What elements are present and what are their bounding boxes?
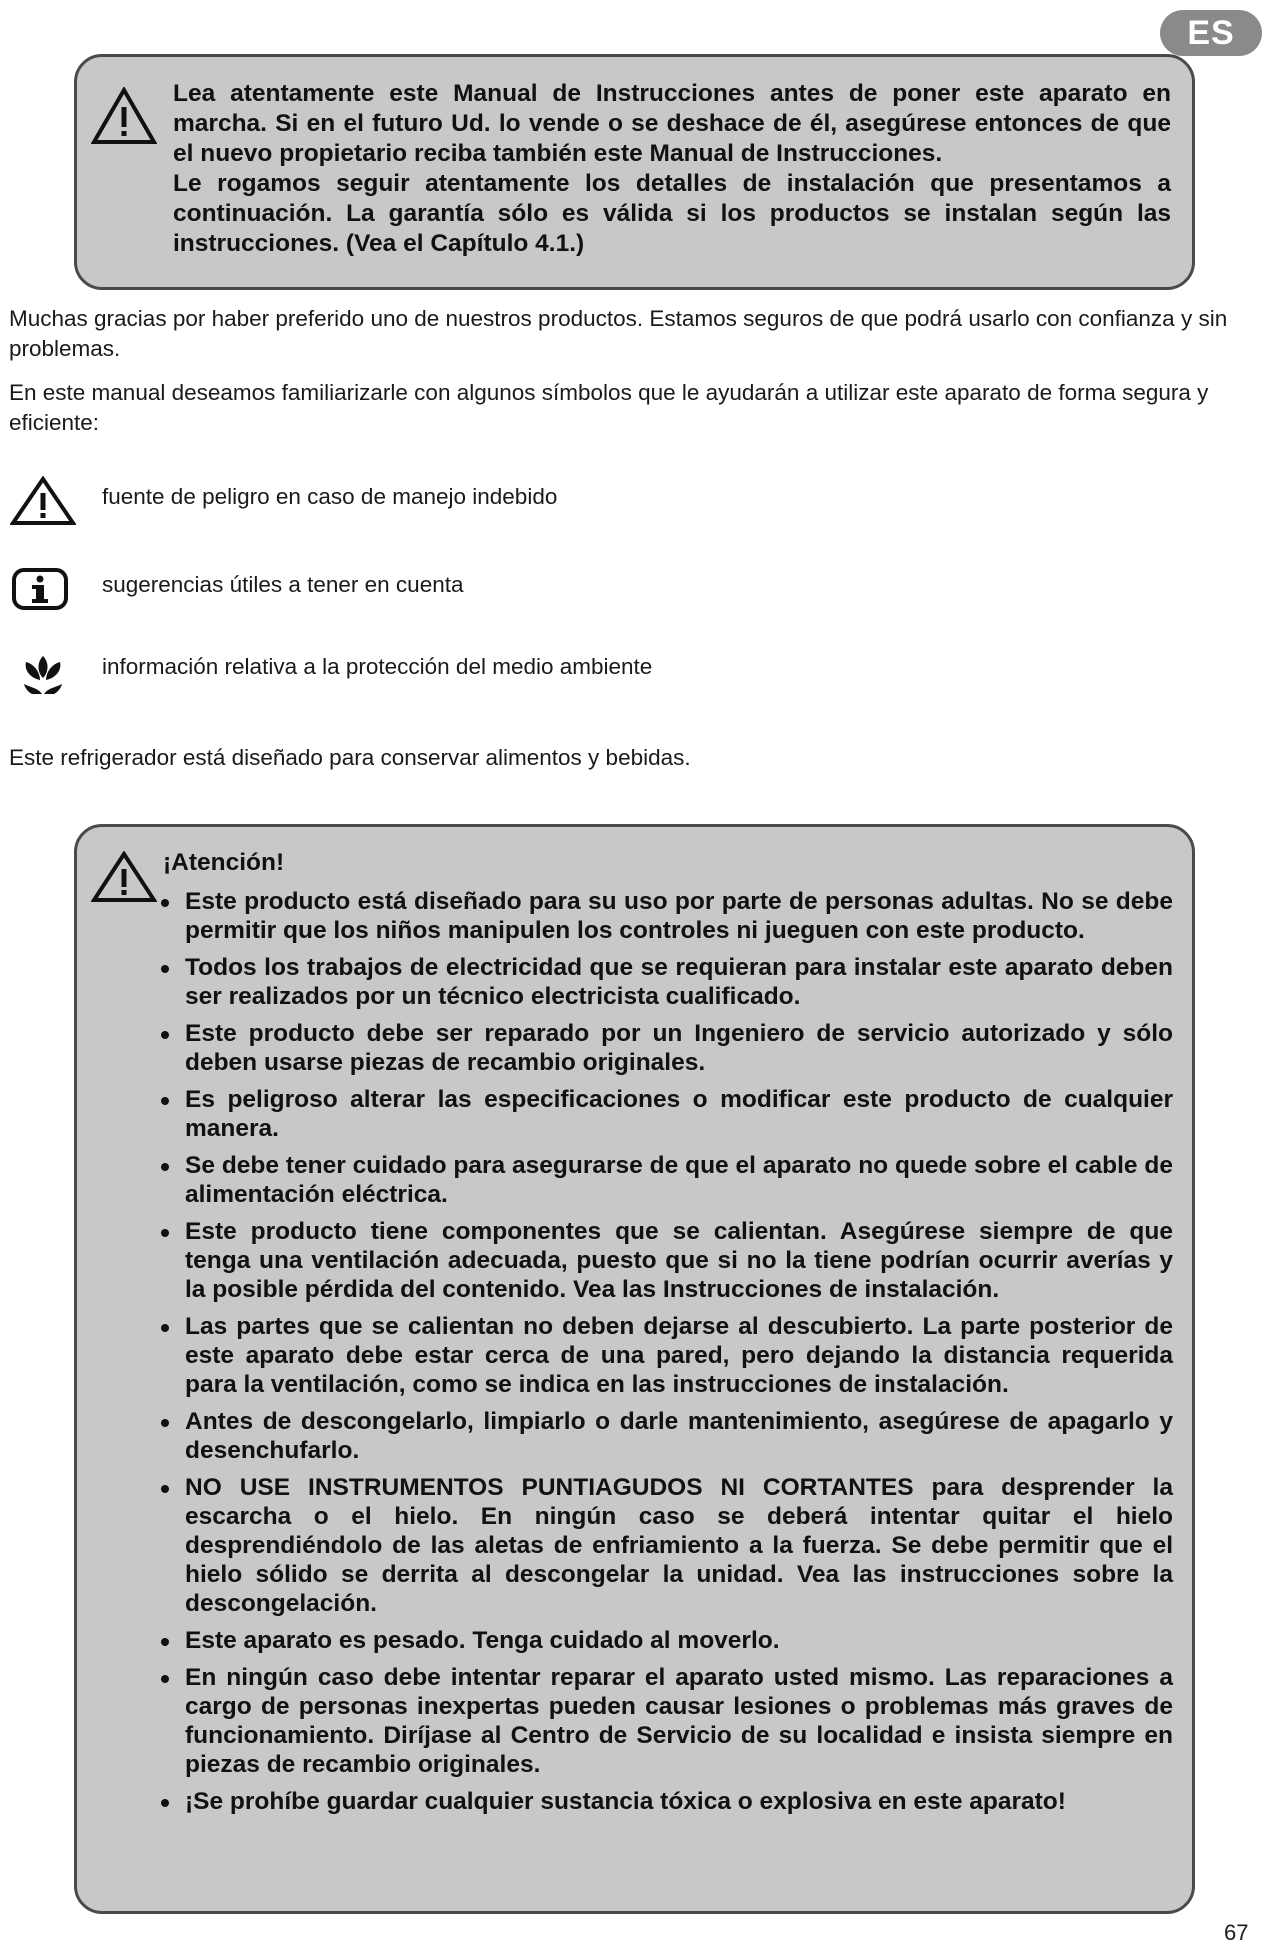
warning-box: [74, 54, 1195, 290]
thanks-paragraph: Muchas gracias por haber preferido uno de nuestros productos. Estamos seguros de que podrá usarlo con confianza y sin problemas.: [9, 306, 1228, 361]
symbol-label: sugerencias útiles a tener en cuenta: [102, 572, 464, 597]
list-item: [161, 1085, 1173, 1143]
bullet-icon: [161, 965, 169, 973]
attention-title: ¡Atención!: [163, 849, 285, 876]
list-item: [161, 1626, 1173, 1655]
bullet-icon: [161, 1675, 169, 1683]
page-number: 67: [1224, 1920, 1249, 1945]
list-item-text: Las partes que se calientan no deben dejarse al descubierto. La parte posterior de este aparato debe estar cerca de una pared, pero dejando la distancia requerida para la ventilación, como se indica en las instrucciones de instalación.: [185, 1313, 1173, 1398]
bullet-icon: [161, 899, 169, 907]
info-icon: [10, 566, 70, 612]
list-item: [161, 1663, 1173, 1779]
bullet-icon: [161, 1324, 169, 1332]
list-item-text: Este producto debe ser reparado por un Ingeniero de servicio autorizado y sólo deben usarse piezas de recambio originales.: [185, 1020, 1173, 1076]
list-item-text: Este aparato es pesado. Tenga cuidado al moverlo.: [185, 1627, 780, 1654]
attention-box: [74, 824, 1195, 1914]
warning-text: [173, 79, 1171, 259]
warning-triangle-icon: [91, 851, 157, 903]
warning-triangle-icon: [10, 476, 76, 526]
list-item: [161, 1787, 1173, 1816]
list-item-text: Todos los trabajos de electricidad que se requieran para instalar este aparato deben ser realizados por un técnico electricista cualificado.: [185, 954, 1173, 1010]
bullet-icon: [161, 1163, 169, 1171]
symbol-row-info: [10, 566, 910, 616]
bullet-icon: [161, 1229, 169, 1237]
symbols-intro-paragraph: En este manual deseamos familiarizarle con algunos símbolos que le ayudarán a utilizar este aparato de forma segura y eficiente:: [9, 380, 1209, 435]
list-item: [161, 887, 1173, 945]
list-item-text: Se debe tener cuidado para asegurarse de que el aparato no quede sobre el cable de alimentación eléctrica.: [185, 1152, 1173, 1208]
language-badge: ES: [1160, 10, 1262, 56]
list-item: [161, 953, 1173, 1011]
bullet-icon: [161, 1485, 169, 1493]
bullet-icon: [161, 1419, 169, 1427]
environment-flower-icon: [10, 650, 76, 698]
list-item: [161, 1473, 1173, 1618]
warning-paragraph-2: Le rogamos seguir atentamente los detalles de instalación que presentamos a continuación. La garantía sólo es válida si los productos se instalan según las instrucciones. (Vea el Capítulo 4.1.): [173, 170, 1171, 257]
list-item-text: Es peligroso alterar las especificaciones o modificar este producto de cualquier manera.: [185, 1086, 1173, 1142]
list-item: [161, 1407, 1173, 1465]
attention-list: [161, 887, 1173, 1824]
bullet-icon: [161, 1638, 169, 1646]
list-item: [161, 1312, 1173, 1399]
purpose-paragraph: Este refrigerador está diseñado para conservar alimentos y bebidas.: [9, 745, 691, 770]
list-item-text: En ningún caso debe intentar reparar el aparato usted mismo. Las reparaciones a cargo de personas inexpertas pueden causar lesiones o problemas más graves de funcionamiento. Diríjase al Centro de Servicio de su localidad e insista siempre en piezas de recambio originales.: [185, 1664, 1173, 1778]
symbol-row-environment: [10, 650, 910, 700]
list-item-text: Antes de descongelarlo, limpiarlo o darle mantenimiento, asegúrese de apagarlo y desenchufarlo.: [185, 1408, 1173, 1464]
list-item-text: ¡Se prohíbe guardar cualquier sustancia tóxica o explosiva en este aparato!: [185, 1788, 1066, 1815]
bullet-icon: [161, 1097, 169, 1105]
list-item: [161, 1217, 1173, 1304]
bullet-icon: [161, 1031, 169, 1039]
symbol-row-warning: [10, 476, 910, 526]
warning-triangle-icon: [91, 87, 157, 145]
list-item-text: Este producto está diseñado para su uso por parte de personas adultas. No se debe permitir que los niños manipulen los controles ni jueguen con este producto.: [185, 888, 1173, 944]
list-item: [161, 1151, 1173, 1209]
warning-paragraph-1: Lea atentamente este Manual de Instrucciones antes de poner este aparato en marcha. Si en el futuro Ud. lo vende o se deshace de él, asegúrese entonces de que el nuevo propietario reciba también este Manual de Instrucciones.: [173, 80, 1171, 167]
symbol-label: información relativa a la protección del medio ambiente: [102, 654, 653, 679]
list-item: [161, 1019, 1173, 1077]
bullet-icon: [161, 1799, 169, 1807]
list-item-text: NO USE INSTRUMENTOS PUNTIAGUDOS NI CORTANTES para desprender la escarcha o el hielo. En ningún caso se deberá intentar quitar el hielo desprendiéndolo de las aletas de enfriamiento a la fuerza. Se debe permitir que el hielo sólido se derrita al descongelar la unidad. Vea las instrucciones sobre la descongelación.: [185, 1474, 1173, 1617]
symbol-label: fuente de peligro en caso de manejo indebido: [102, 484, 558, 509]
list-item-text: Este producto tiene componentes que se calientan. Asegúrese siempre de que tenga una ventilación adecuada, puesto que si no la tiene podrían ocurrir averías y la posible pérdida del contenido. Vea las Instrucciones de instalación.: [185, 1218, 1173, 1303]
